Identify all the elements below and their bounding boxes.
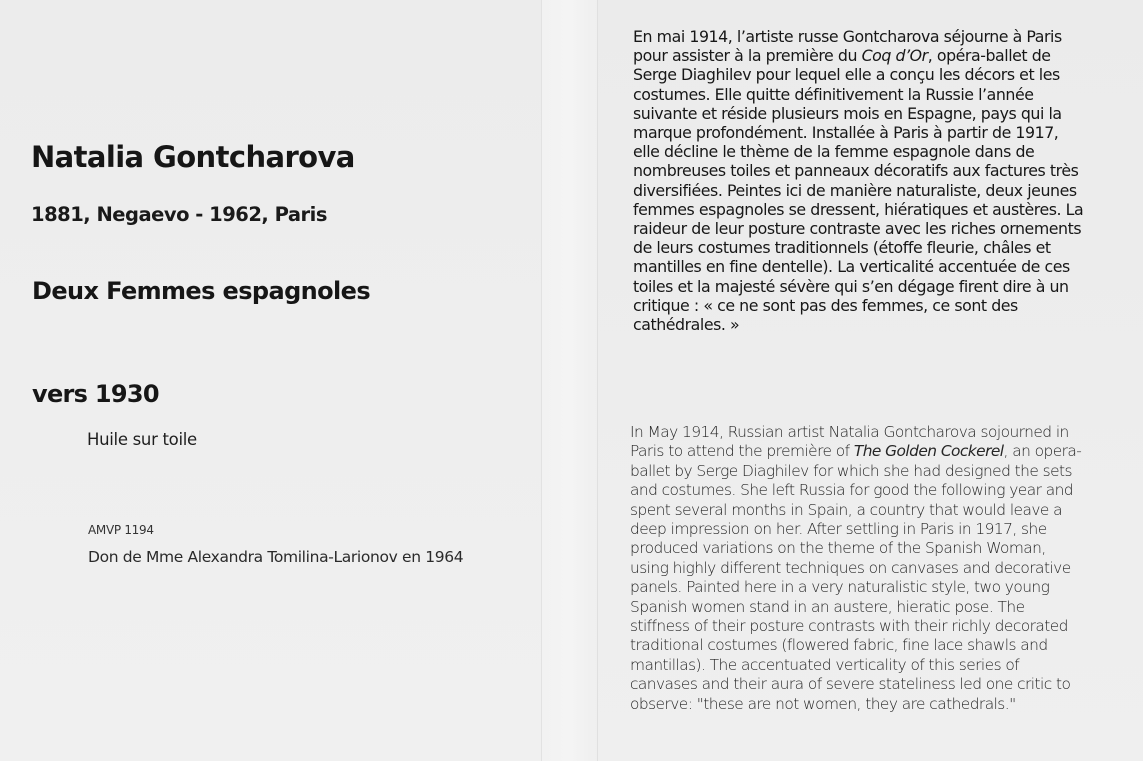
text-line [633, 277, 1113, 296]
text-segment: raideur de leur posture contraste avec les riches ornements [633, 219, 1082, 239]
text-line [633, 161, 1113, 180]
text-line [633, 219, 1113, 238]
text-segment: costumes. Elle quitte définitivement la Russie l’année [633, 84, 1034, 104]
text-segment: ballet by Serge Diaghilev for which she had designed the sets [630, 461, 1072, 480]
text-line [630, 559, 1114, 578]
text-line [630, 675, 1114, 694]
text-line [633, 65, 1113, 84]
artwork-medium: Huile sur toile [87, 430, 197, 449]
text-segment: diversifiées. Peintes ici de manière naturaliste, deux jeunes [633, 180, 1077, 200]
text-segment: femmes espagnoles se dressent, hiératiques et austères. La [633, 199, 1084, 219]
museum-label-left-card [0, 0, 541, 761]
text-line [630, 501, 1114, 520]
text-line [633, 257, 1113, 276]
wall-gap-divider [541, 0, 598, 761]
text-segment: Spanish women stand in an austere, hieratic pose. The [630, 597, 1025, 616]
text-line [633, 104, 1113, 123]
text-segment: canvases and their aura of severe stateliness led one critic to [630, 675, 1071, 694]
text-segment: , an opera- [1003, 442, 1082, 461]
text-line [633, 296, 1113, 315]
text-line [630, 520, 1114, 539]
artwork-title: Deux Femmes espagnoles [32, 277, 371, 305]
text-segment: In May 1914, Russian artist Natalia Gontcharova sojourned in [630, 423, 1069, 441]
text-line [633, 315, 1113, 334]
italic-title: The Golden Cockerel [853, 442, 1004, 461]
inventory-number: AMVP 1194 [88, 523, 154, 537]
text-segment: marque profondément. Installée à Paris à partir de 1917, [633, 123, 1059, 143]
text-segment: suivante et réside plusieurs mois en Espagne, pays qui la [633, 103, 1062, 123]
text-line [630, 462, 1114, 481]
text-segment: nombreuses toiles et panneaux décoratifs aux factures très [633, 161, 1079, 181]
text-segment: de leurs costumes traditionnels (étoffe fleurie, châles et [633, 238, 1051, 258]
english-description [630, 423, 1114, 714]
text-segment: En mai 1914, l’artiste russe Gontcharova séjourne à Paris [633, 27, 1062, 46]
artwork-date: vers 1930 [32, 380, 159, 408]
text-line [633, 46, 1113, 65]
text-line [630, 423, 1114, 442]
text-line [630, 481, 1114, 500]
text-line [630, 578, 1114, 597]
text-line [633, 142, 1113, 161]
text-line [630, 617, 1114, 636]
text-line [633, 238, 1113, 257]
text-line [633, 181, 1113, 200]
text-line [630, 598, 1114, 617]
text-line [633, 85, 1113, 104]
text-segment: , opéra-ballet de [927, 46, 1051, 66]
text-segment: elle décline le thème de la femme espagnole dans de [633, 142, 1035, 162]
artist-dates: 1881, Negaevo - 1962, Paris [31, 203, 327, 226]
credit-line: Don de Mme Alexandra Tomilina-Larionov en 1964 [88, 548, 464, 566]
text-line [630, 636, 1114, 655]
text-segment: stiffness of their posture contrasts with their richly decorated [630, 617, 1068, 636]
italic-title: Coq d’Or [861, 46, 928, 66]
text-segment: traditional costumes (flowered fabric, fine lace shawls and [630, 636, 1048, 655]
text-segment: and costumes. She left Russia for good the following year and [630, 481, 1074, 500]
text-segment: produced variations on the theme of the Spanish Woman, [630, 539, 1046, 558]
text-line [633, 200, 1113, 219]
text-segment: cathédrales. » [633, 315, 740, 335]
text-line [630, 442, 1114, 461]
text-segment: panels. Painted here in a very naturalistic style, two young [630, 578, 1050, 597]
text-segment: mantilles en fine dentelle). La verticalité accentuée de ces [633, 257, 1070, 277]
text-line [630, 656, 1114, 675]
text-segment: critique : « ce ne sont pas des femmes, ce sont des [633, 295, 1018, 315]
text-segment: Serge Diaghilev pour lequel elle a conçu les décors et les [633, 65, 1060, 85]
text-segment: using highly different techniques on canvases and decorative [630, 558, 1071, 577]
text-segment: pour assister à la première du [633, 46, 862, 66]
text-segment: mantillas). The accentuated verticality of this series of [630, 655, 1020, 674]
text-segment: spent several months in Spain, a country that would leave a [630, 500, 1063, 519]
text-segment: observe: "these are not women, they are cathedrals." [630, 694, 1016, 713]
french-description [633, 27, 1113, 334]
text-segment: Paris to attend the première of [630, 442, 854, 461]
text-line [633, 123, 1113, 142]
artist-name: Natalia Gontcharova [31, 140, 355, 174]
text-line [630, 539, 1114, 558]
text-segment: deep impression on her. After settling in Paris in 1917, she [630, 520, 1047, 539]
text-segment: toiles et la majesté sévère qui s’en dégage firent dire à un [633, 276, 1069, 296]
text-line [633, 27, 1113, 46]
text-line [630, 695, 1114, 714]
